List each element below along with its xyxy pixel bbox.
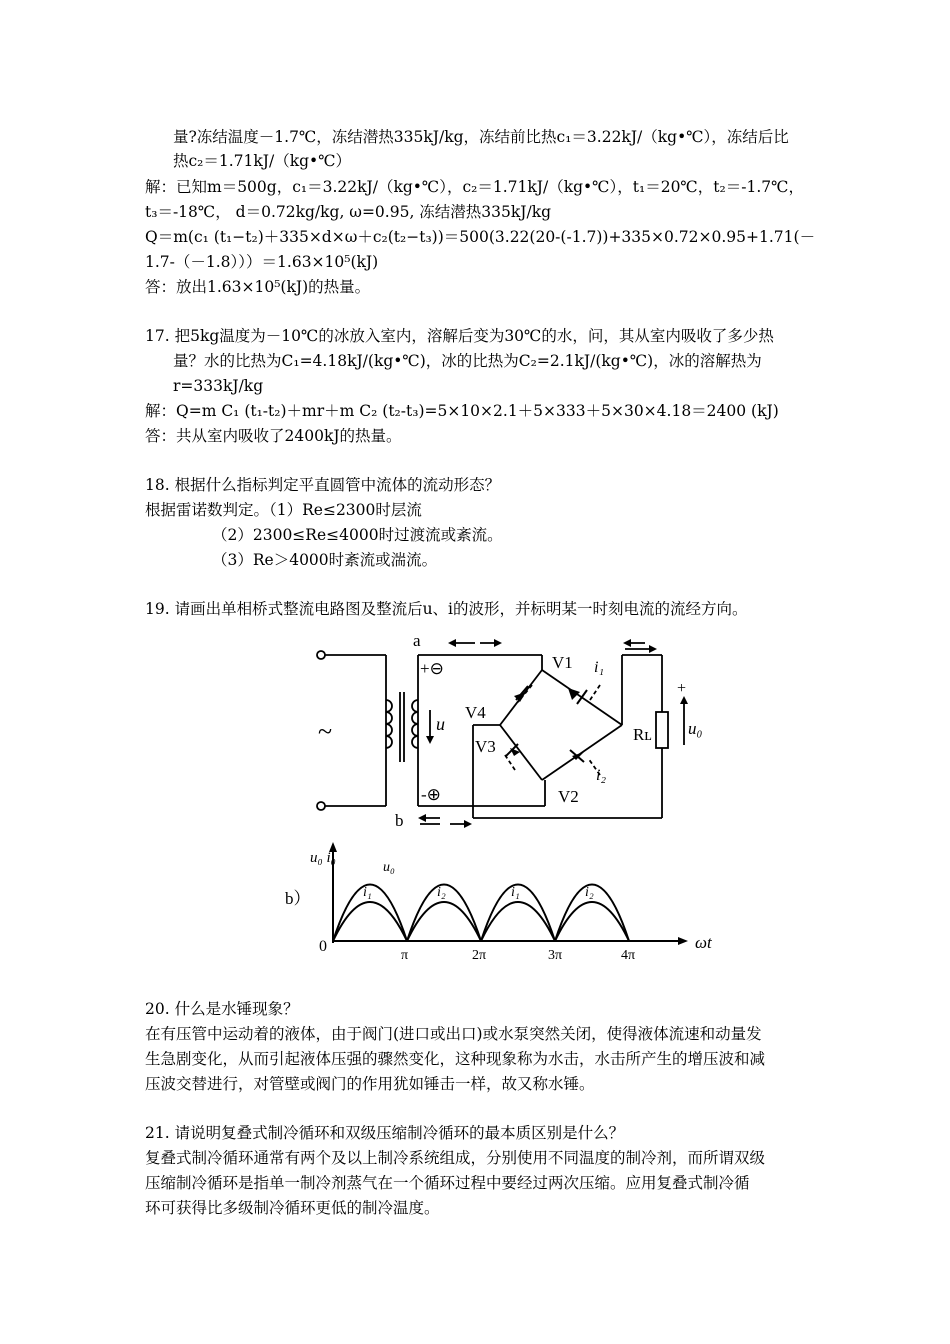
- text-line: 解：Q=m C₁ (t₁-t₂)＋mr＋m C₂ (t₂-t₃)=5×10×2.1＋5×333＋5×30×4.18＝2400 (kJ): [145, 402, 779, 420]
- origin-label: 0: [319, 938, 327, 955]
- polarity-top: +⊖: [420, 659, 444, 678]
- load-resistor-label: Rʟ: [633, 725, 652, 744]
- u-label: u: [436, 714, 445, 734]
- text-line: r=333kJ/kg: [173, 377, 264, 395]
- text-line: （2）2300≤Re≤4000时过渡流或紊流。: [212, 526, 503, 544]
- current-label: i₁: [511, 885, 520, 900]
- u0-curve-label: u₀: [383, 860, 395, 875]
- text-line: 热c₂＝1.71kJ/（kg•℃）: [173, 152, 352, 170]
- text-line: 复叠式制冷循环通常有两个及以上制冷系统组成，分别使用不同温度的制冷剂，而所谓双级: [145, 1149, 766, 1167]
- question-17: 17. 把5kg温度为－10℃的冰放入室内，溶解后变为30℃的水，问，其从室内吸收了多少热: [145, 327, 774, 345]
- current-label: i₂: [437, 885, 446, 900]
- output-plus: +: [677, 680, 687, 697]
- text-line: 量？水的比热为C₁=4.18kJ/(kg•℃)，冰的比热为C₂=2.1kJ/(kg•℃)，冰的溶解热为: [173, 352, 762, 370]
- text-line: 在有压管中运动着的液体，由于阀门(进口或出口)或水泵突然关闭，使得液体流速和动量发: [145, 1025, 762, 1043]
- text-line: 答：共从室内吸收了2400kJ的热量。: [145, 427, 402, 445]
- text-line: 根据雷诺数判定。（1）Re≤2300时层流: [145, 501, 422, 519]
- u0-label: u₀: [688, 719, 703, 738]
- rectified-waveform: [283, 838, 723, 968]
- current-label: i₁: [363, 885, 372, 900]
- text-line: t₃＝-18℃， d＝0.72kg/kg, ω=0.95, 冻结潜热335kJ/kg: [145, 203, 552, 221]
- node-b-label: b: [395, 811, 404, 830]
- diode-v1-label: V1: [552, 653, 573, 672]
- i2-label: i₂: [596, 767, 607, 784]
- i1-label: i₁: [594, 659, 605, 676]
- question-21: 21. 请说明复叠式制冷循环和双级压缩制冷循环的最本质区别是什么？: [145, 1124, 625, 1142]
- diode-v2-label: V2: [558, 787, 579, 806]
- text-line: Q＝m(c₁ (t₁−t₂)＋335×d×ω＋c₂(t₂−t₃))＝500(3.22(20-(-1.7))+335×0.72×0.95+1.71(－: [145, 228, 816, 246]
- text-line: 解：已知m＝500g，c₁＝3.22kJ/（kg•℃），c₂＝1.71kJ/（kg•℃），t₁＝20℃，t₂＝-1.7℃，: [145, 178, 804, 196]
- subfigure-label: b）: [285, 889, 311, 908]
- text-line: 量?冻结温度－1.7℃，冻结潜热335kJ/kg，冻结前比热c₁＝3.22kJ/（kg•℃），冻结后比: [173, 128, 789, 146]
- node-a-label: a: [413, 631, 421, 650]
- text-line: 环可获得比多级制冷循环更低的制冷温度。: [145, 1199, 440, 1217]
- question-18: 18. 根据什么指标判定平直圆管中流体的流动形态？: [145, 476, 501, 494]
- tick-4pi: 4π: [621, 948, 636, 963]
- diode-v3-label: V3: [475, 737, 496, 756]
- diode-v4-label: V4: [465, 703, 486, 722]
- text-line: 答：放出1.63×10⁵(kJ)的热量。: [145, 278, 371, 296]
- text-line: 压波交替进行，对管壁或阀门的作用犹如锤击一样，故又称水锤。: [145, 1075, 595, 1093]
- current-label: i₂: [585, 885, 594, 900]
- question-20: 20. 什么是水锤现象？: [145, 1000, 299, 1018]
- tick-2pi: 2π: [472, 948, 487, 963]
- ac-source-symbol: ~: [318, 717, 333, 746]
- question-19: 19. 请画出单相桥式整流电路图及整流后u、i的波形，并标明某一时刻电流的流经方向。: [145, 600, 748, 618]
- tick-3pi: 3π: [548, 948, 563, 963]
- bridge-rectifier-circuit: [300, 630, 710, 830]
- text-line: （3）Re＞4000时紊流或湍流。: [212, 551, 438, 569]
- text-line: 生急剧变化，从而引起液体压强的骤然变化，这种现象称为水击，水击所产生的增压波和减: [145, 1050, 766, 1068]
- text-line: 1.7-（－1.8）））＝1.63×10⁵(kJ): [145, 253, 379, 271]
- tick-pi: π: [401, 948, 409, 963]
- text-line: 压缩制冷循环是指单一制冷剂蒸气在一个循环过程中要经过两次压缩。应用复叠式制冷循: [145, 1174, 750, 1192]
- polarity-bottom: -⊕: [421, 785, 441, 804]
- x-axis-label: ωt: [695, 933, 712, 952]
- y-axis-label: u₀ i₀: [310, 850, 336, 866]
